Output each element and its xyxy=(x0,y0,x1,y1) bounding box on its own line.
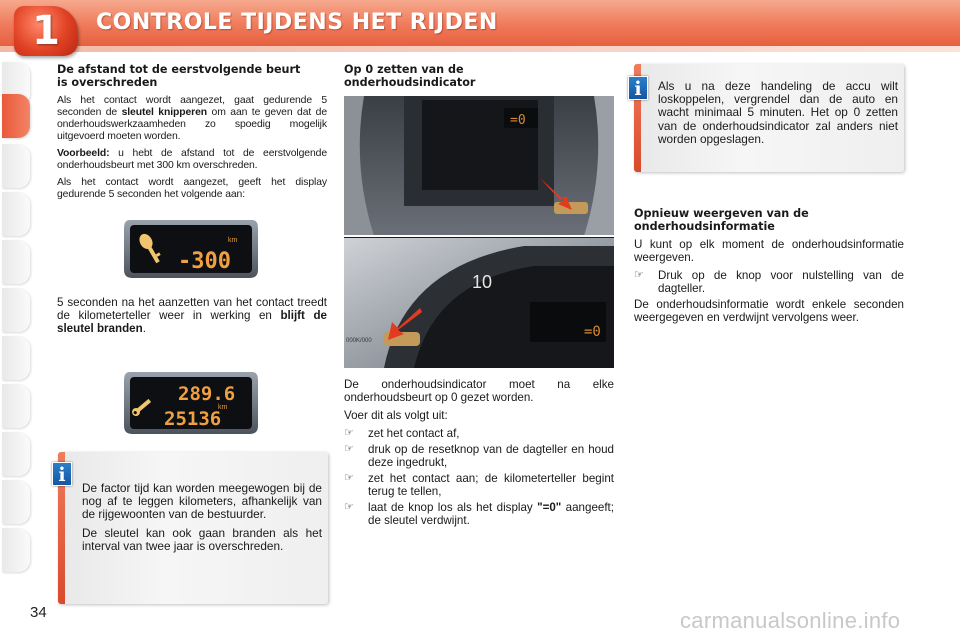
info-paragraph-2: De sleutel kan ook gaan branden als het interval van twee jaar is overschreden. xyxy=(82,525,322,553)
text-span: aangeeft; de sleutel verdwijnt. xyxy=(368,501,615,527)
side-tab[interactable] xyxy=(2,480,30,524)
bold-span: blijft de sleutel branden xyxy=(57,309,327,335)
side-tab[interactable] xyxy=(2,528,30,572)
page-number: 34 xyxy=(30,604,47,621)
hand-pointer-icon: ☞ xyxy=(634,269,644,281)
hand-pointer-icon: ☞ xyxy=(344,501,354,513)
watermark: carmanualsonline.info xyxy=(680,608,901,633)
text-span: om aan te geven dat de onderhoudswerkzaamheden zo spoedig mogelijk uitgevoerd moeten worden. xyxy=(57,107,327,142)
list-item xyxy=(344,427,614,440)
side-tab[interactable] xyxy=(2,432,30,476)
chapter-number: 1 xyxy=(32,8,60,54)
overdue-paragraph-1 xyxy=(57,95,327,143)
info-paragraph-1: De factor tijd kan worden meegewogen bij de nog af te leggen kilometers, afhankelijk van de rijgewoonten van de bestuurder. xyxy=(82,481,322,522)
page-title: CONTROLE TIJDENS HET RIJDEN xyxy=(96,10,498,35)
text-span: 5 seconden na het aanzetten van het contact treedt de kilometerteller weer in werking en xyxy=(57,296,327,322)
info-box-time-factor xyxy=(58,452,328,604)
info-icon: i xyxy=(52,462,72,486)
header-underline xyxy=(0,46,960,52)
list-item-text xyxy=(368,501,614,527)
hand-pointer-icon: ☞ xyxy=(344,472,354,484)
info-icon: i xyxy=(628,76,648,100)
side-tabs xyxy=(0,62,34,582)
info-box-text xyxy=(82,482,322,558)
trip-value: 289.6 xyxy=(178,383,236,405)
cluster-photo xyxy=(344,96,614,368)
list-item-text: zet het contact aan; de kilometerteller begint terug te tellen, xyxy=(368,472,614,498)
list-item xyxy=(344,443,614,469)
reset-paragraph-1: De onderhoudsindicator moet na elke onderhoudsbeurt op 0 gezet worden. xyxy=(344,378,614,404)
total-value: 25136 xyxy=(164,408,222,430)
hand-pointer-icon: ☞ xyxy=(344,443,354,455)
bold-span: sleutel knipperen xyxy=(121,107,208,118)
text-span: laat de knop los als het display xyxy=(368,501,538,514)
section-heading-reset: Op 0 zetten van de onderhoudsindicator xyxy=(344,63,476,89)
photo-gauge-mark: 10 xyxy=(472,272,493,292)
reset-paragraph-2: Voer dit als volgt uit: xyxy=(344,409,448,422)
info-box-text: Als u na deze handeling de accu wilt loskoppelen, vergrendel dan de auto en wacht minimaal 5 minuten. Het op 0 zetten van de onderhoudsindicator zal anders niet worden opgeslagen. xyxy=(658,79,898,146)
section-heading-redisplay: Opnieuw weergeven van de onderhoudsinformatie xyxy=(634,207,809,233)
photo-display-bottom: =0 xyxy=(584,324,601,340)
text-span: . xyxy=(142,322,146,335)
side-tab[interactable] xyxy=(2,336,30,380)
side-tab[interactable] xyxy=(2,192,30,236)
display-value: -300 xyxy=(178,249,231,274)
photo-tag: 000K/000 xyxy=(346,338,372,344)
list-item xyxy=(634,269,904,295)
photo-display-top: =0 xyxy=(510,113,526,128)
side-tab[interactable] xyxy=(2,144,30,188)
info-box-battery xyxy=(634,64,904,172)
km-unit-label: km xyxy=(218,404,228,411)
list-item-text: Druk op de knop voor nulstelling van de dagteller. xyxy=(658,269,904,295)
list-item-text: druk op de resetknop van de dagteller en houd deze ingedrukt, xyxy=(368,443,614,469)
text-span: Als het contact wordt aangezet, gaat gedurende 5 seconden de xyxy=(57,95,327,118)
odometer-resume-text xyxy=(57,296,327,335)
redisplay-paragraph-2: De onderhoudsinformatie wordt enkele seconden weergegeven en verdwijnt vervolgens weer. xyxy=(634,298,904,324)
redisplay-text xyxy=(634,238,904,329)
side-tab-active[interactable] xyxy=(2,94,30,138)
chapter-tab xyxy=(14,6,78,56)
display-overdue xyxy=(122,216,260,282)
redisplay-paragraph-1: U kunt op elk moment de onderhoudsinformatie weergeven. xyxy=(634,238,904,264)
list-item xyxy=(344,501,614,527)
example-paragraph xyxy=(57,148,327,172)
km-unit-label: km xyxy=(228,237,238,244)
overdue-paragraph-3: Als het contact wordt aangezet, geeft het display gedurende 5 seconden het volgende aan: xyxy=(57,177,327,200)
section-heading-overdue: De afstand tot de eerstvolgende beurt is overschreden xyxy=(57,63,301,89)
side-tab[interactable] xyxy=(2,384,30,428)
side-tab[interactable] xyxy=(2,240,30,284)
display-odometer xyxy=(122,368,260,438)
bold-span: "=0" xyxy=(537,501,562,514)
bold-span: Voorbeeld: xyxy=(57,148,110,159)
list-item-text: zet het contact af, xyxy=(368,427,460,440)
overdue-text xyxy=(57,95,327,206)
list-item xyxy=(344,472,614,498)
text-span: u hebt de afstand tot de eerstvolgende onderhoudsbeurt met 300 km overschreden. xyxy=(57,148,327,171)
side-tab[interactable] xyxy=(2,288,30,332)
hand-pointer-icon: ☞ xyxy=(344,427,354,439)
reset-procedure xyxy=(344,378,614,530)
